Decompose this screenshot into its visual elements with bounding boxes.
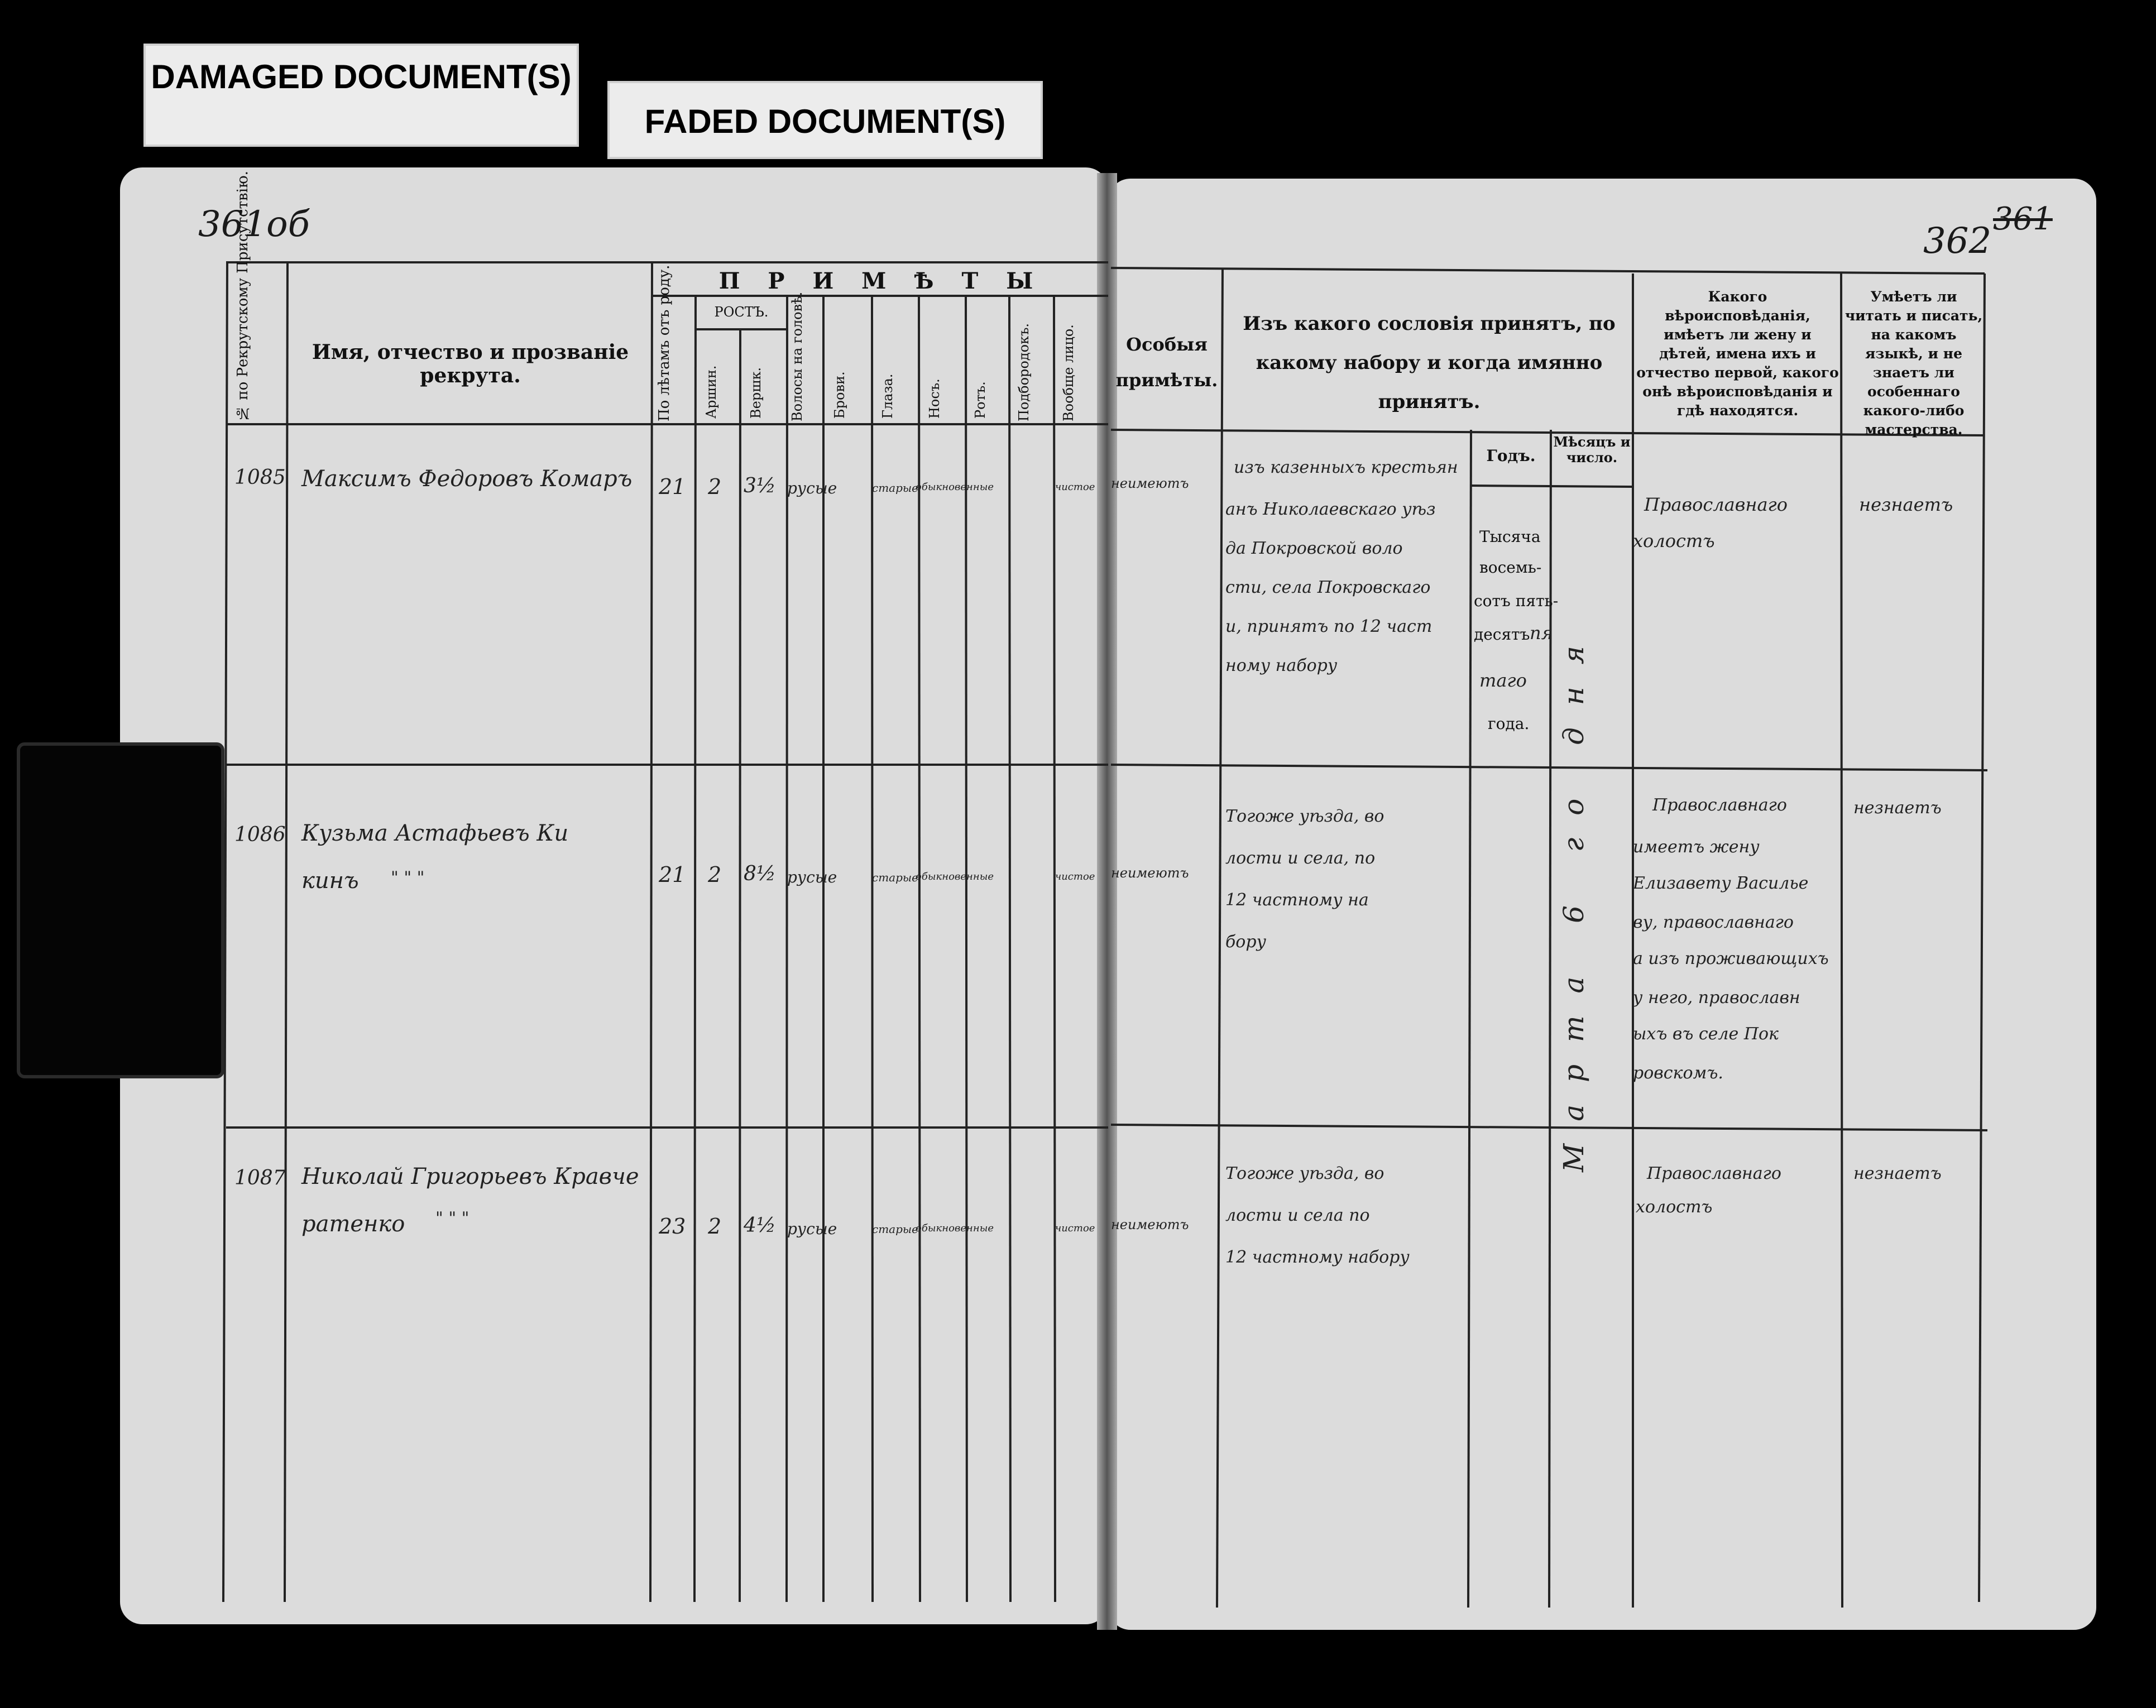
row2-religion-6: у него, православн — [1633, 988, 1800, 1007]
special-header: Особыя примѣты. — [1115, 334, 1218, 391]
row2-brows: старые — [872, 871, 919, 884]
row3-estate-1: Тогоже уѣзда, во — [1225, 1164, 1384, 1183]
row1-number: 1085 — [234, 466, 286, 489]
row1-estate-4: сти, села Покровскаго — [1225, 578, 1431, 597]
row3-number: 1087 — [234, 1167, 286, 1189]
row3-age: 23 — [659, 1214, 686, 1239]
row2-arsh: 2 — [708, 862, 722, 887]
year-print-1: Тысяча — [1479, 527, 1541, 546]
col-name-header: Имя, отчество и прозваніе рекрута. — [312, 340, 629, 387]
year-hand-1: пя — [1530, 622, 1553, 644]
year-print-3: сотъ пять- — [1474, 592, 1559, 610]
row1-estate-2: анъ Николаевскаго уѣз — [1225, 500, 1436, 519]
row3-estate-3: 12 частному набору — [1225, 1248, 1410, 1267]
row3-literacy: незнаетъ — [1853, 1164, 1942, 1183]
face-header: Вообще лицо. — [1061, 324, 1076, 421]
row3-face: чистое — [1055, 1222, 1095, 1234]
religion-header: Какого вѣроисповѣданія, имѣетъ ли жену и дѣтей, имена ихъ и отчество первой, какого онѣ вѣроисповѣданія и гдѣ находятся. — [1636, 289, 1839, 419]
row2-religion-5: а изъ проживающихъ — [1633, 949, 1829, 968]
month-vertical-entry: Марта 6 го дня — [1558, 623, 1590, 1172]
row3-ditto: " " " — [435, 1208, 469, 1228]
row2-special: неимеютъ — [1111, 865, 1189, 881]
left-page-number: 361об — [198, 204, 310, 245]
year-header: Годъ. — [1486, 447, 1536, 465]
row2-number: 1086 — [234, 823, 286, 846]
row1-estate-1: изъ казенныхъ крестьян — [1234, 458, 1458, 477]
row2-estate-4: бору — [1225, 932, 1266, 952]
row3-arsh: 2 — [708, 1214, 722, 1239]
row3-eyes: обыкновенные — [916, 1222, 994, 1234]
vershk-header: Вершк. — [748, 367, 764, 419]
row2-age: 21 — [659, 862, 686, 887]
row1-vershk: 3½ — [744, 474, 776, 497]
col-number-header: № по Рекрутскому Присутствію. — [234, 171, 251, 421]
row3-name-1: Николай Григорьевъ Кравче — [301, 1164, 639, 1189]
row1-literacy: незнаетъ — [1859, 494, 1953, 515]
row2-religion-7: ыхъ въ селе Пок — [1633, 1024, 1779, 1044]
faded-label-text: FADED DOCUMENT(S) — [644, 103, 1006, 140]
damaged-label-text: DAMAGED DOCUMENT(S) — [151, 58, 572, 95]
row1-estate-6: ному набору — [1225, 656, 1338, 675]
row1-estate-3: да Покровской воло — [1225, 539, 1403, 558]
row1-brows: старые — [872, 481, 919, 495]
age-header: По лѣтамъ отъ роду. — [656, 265, 673, 421]
row3-estate-2: лости и села по — [1225, 1206, 1370, 1225]
right-page-number-crossed: 361 — [1993, 201, 2053, 237]
estate-header: Изъ какого сословія принятъ, по какому набору и когда имянно принятъ. — [1243, 313, 1616, 413]
row1-religion-1: Православнаго — [1644, 494, 1788, 515]
year-print-2: восемь- — [1479, 558, 1542, 577]
row2-religion-1: Православнаго — [1652, 795, 1787, 815]
row2-vershk: 8½ — [744, 862, 776, 885]
row2-estate-3: 12 частному на — [1225, 890, 1369, 910]
row3-name-2: ратенко — [301, 1211, 405, 1237]
row1-arsh: 2 — [708, 474, 722, 499]
row2-religion-8: ровскомъ. — [1633, 1063, 1723, 1083]
row2-estate-1: Тогоже уѣзда, во — [1225, 807, 1384, 826]
rost-header: РОСТЪ. — [714, 304, 769, 320]
row2-religion-4: ву, православнаго — [1633, 913, 1794, 932]
row2-estate-2: лости и села, по — [1225, 848, 1376, 868]
chin-header: Подбородокъ. — [1016, 323, 1032, 421]
hair-header: Волосы на головѣ. — [789, 291, 805, 421]
row1-religion-2: холостъ — [1633, 530, 1715, 551]
row1-face: чистое — [1055, 481, 1095, 493]
row2-eyes: обыкновенные — [916, 871, 994, 882]
row3-hair: русые — [787, 1220, 837, 1238]
nose-header: Носъ. — [927, 378, 942, 419]
row2-hair: русые — [787, 868, 837, 886]
row2-literacy: незнаетъ — [1853, 798, 1942, 818]
row3-special: неимеютъ — [1111, 1217, 1189, 1232]
row1-hair: русые — [787, 479, 837, 497]
literacy-header: Умѣетъ ли читать и писать, на какомъ языкѣ, и не знаетъ ли особеннаго какого-либо мастерства. — [1844, 289, 1983, 438]
row2-face: чистое — [1055, 871, 1095, 882]
row1-age: 21 — [659, 474, 686, 499]
row2-name-1: Кузьма Астафьевъ Ки — [301, 821, 569, 846]
brows-header: Брови. — [832, 371, 847, 419]
mouth-header: Ротъ. — [972, 381, 988, 419]
row3-religion-2: холостъ — [1636, 1197, 1713, 1217]
row3-religion-1: Православнаго — [1647, 1164, 1781, 1183]
row1-eyes: обыкновенные — [916, 481, 994, 493]
month-header: Мѣсяцъ и число. — [1553, 434, 1631, 466]
row2-religion-3: Елизавету Василье — [1633, 874, 1809, 893]
row1-special: неимеютъ — [1111, 476, 1189, 491]
row1-estate-5: и, принятъ по 12 част — [1225, 617, 1432, 636]
year-hand-2: таго — [1479, 670, 1527, 691]
year-word: года. — [1488, 714, 1530, 733]
row1-name: Максимъ Федоровъ Комаръ — [301, 466, 633, 492]
eyes-header: Глаза. — [880, 373, 895, 419]
row3-vershk: 4½ — [744, 1214, 776, 1237]
year-print-4: десятъ — [1474, 625, 1530, 644]
arsh-header: Аршин. — [703, 365, 719, 419]
row3-brows: старые — [872, 1222, 919, 1236]
right-page-number: 362 — [1923, 220, 1992, 262]
primety-header: П Р И М Ѣ Т Ы — [718, 268, 1043, 294]
row2-ditto: " " " — [391, 868, 425, 887]
row2-religion-2: имеетъ жену — [1633, 837, 1760, 857]
row2-name-2: кинъ — [301, 868, 359, 894]
